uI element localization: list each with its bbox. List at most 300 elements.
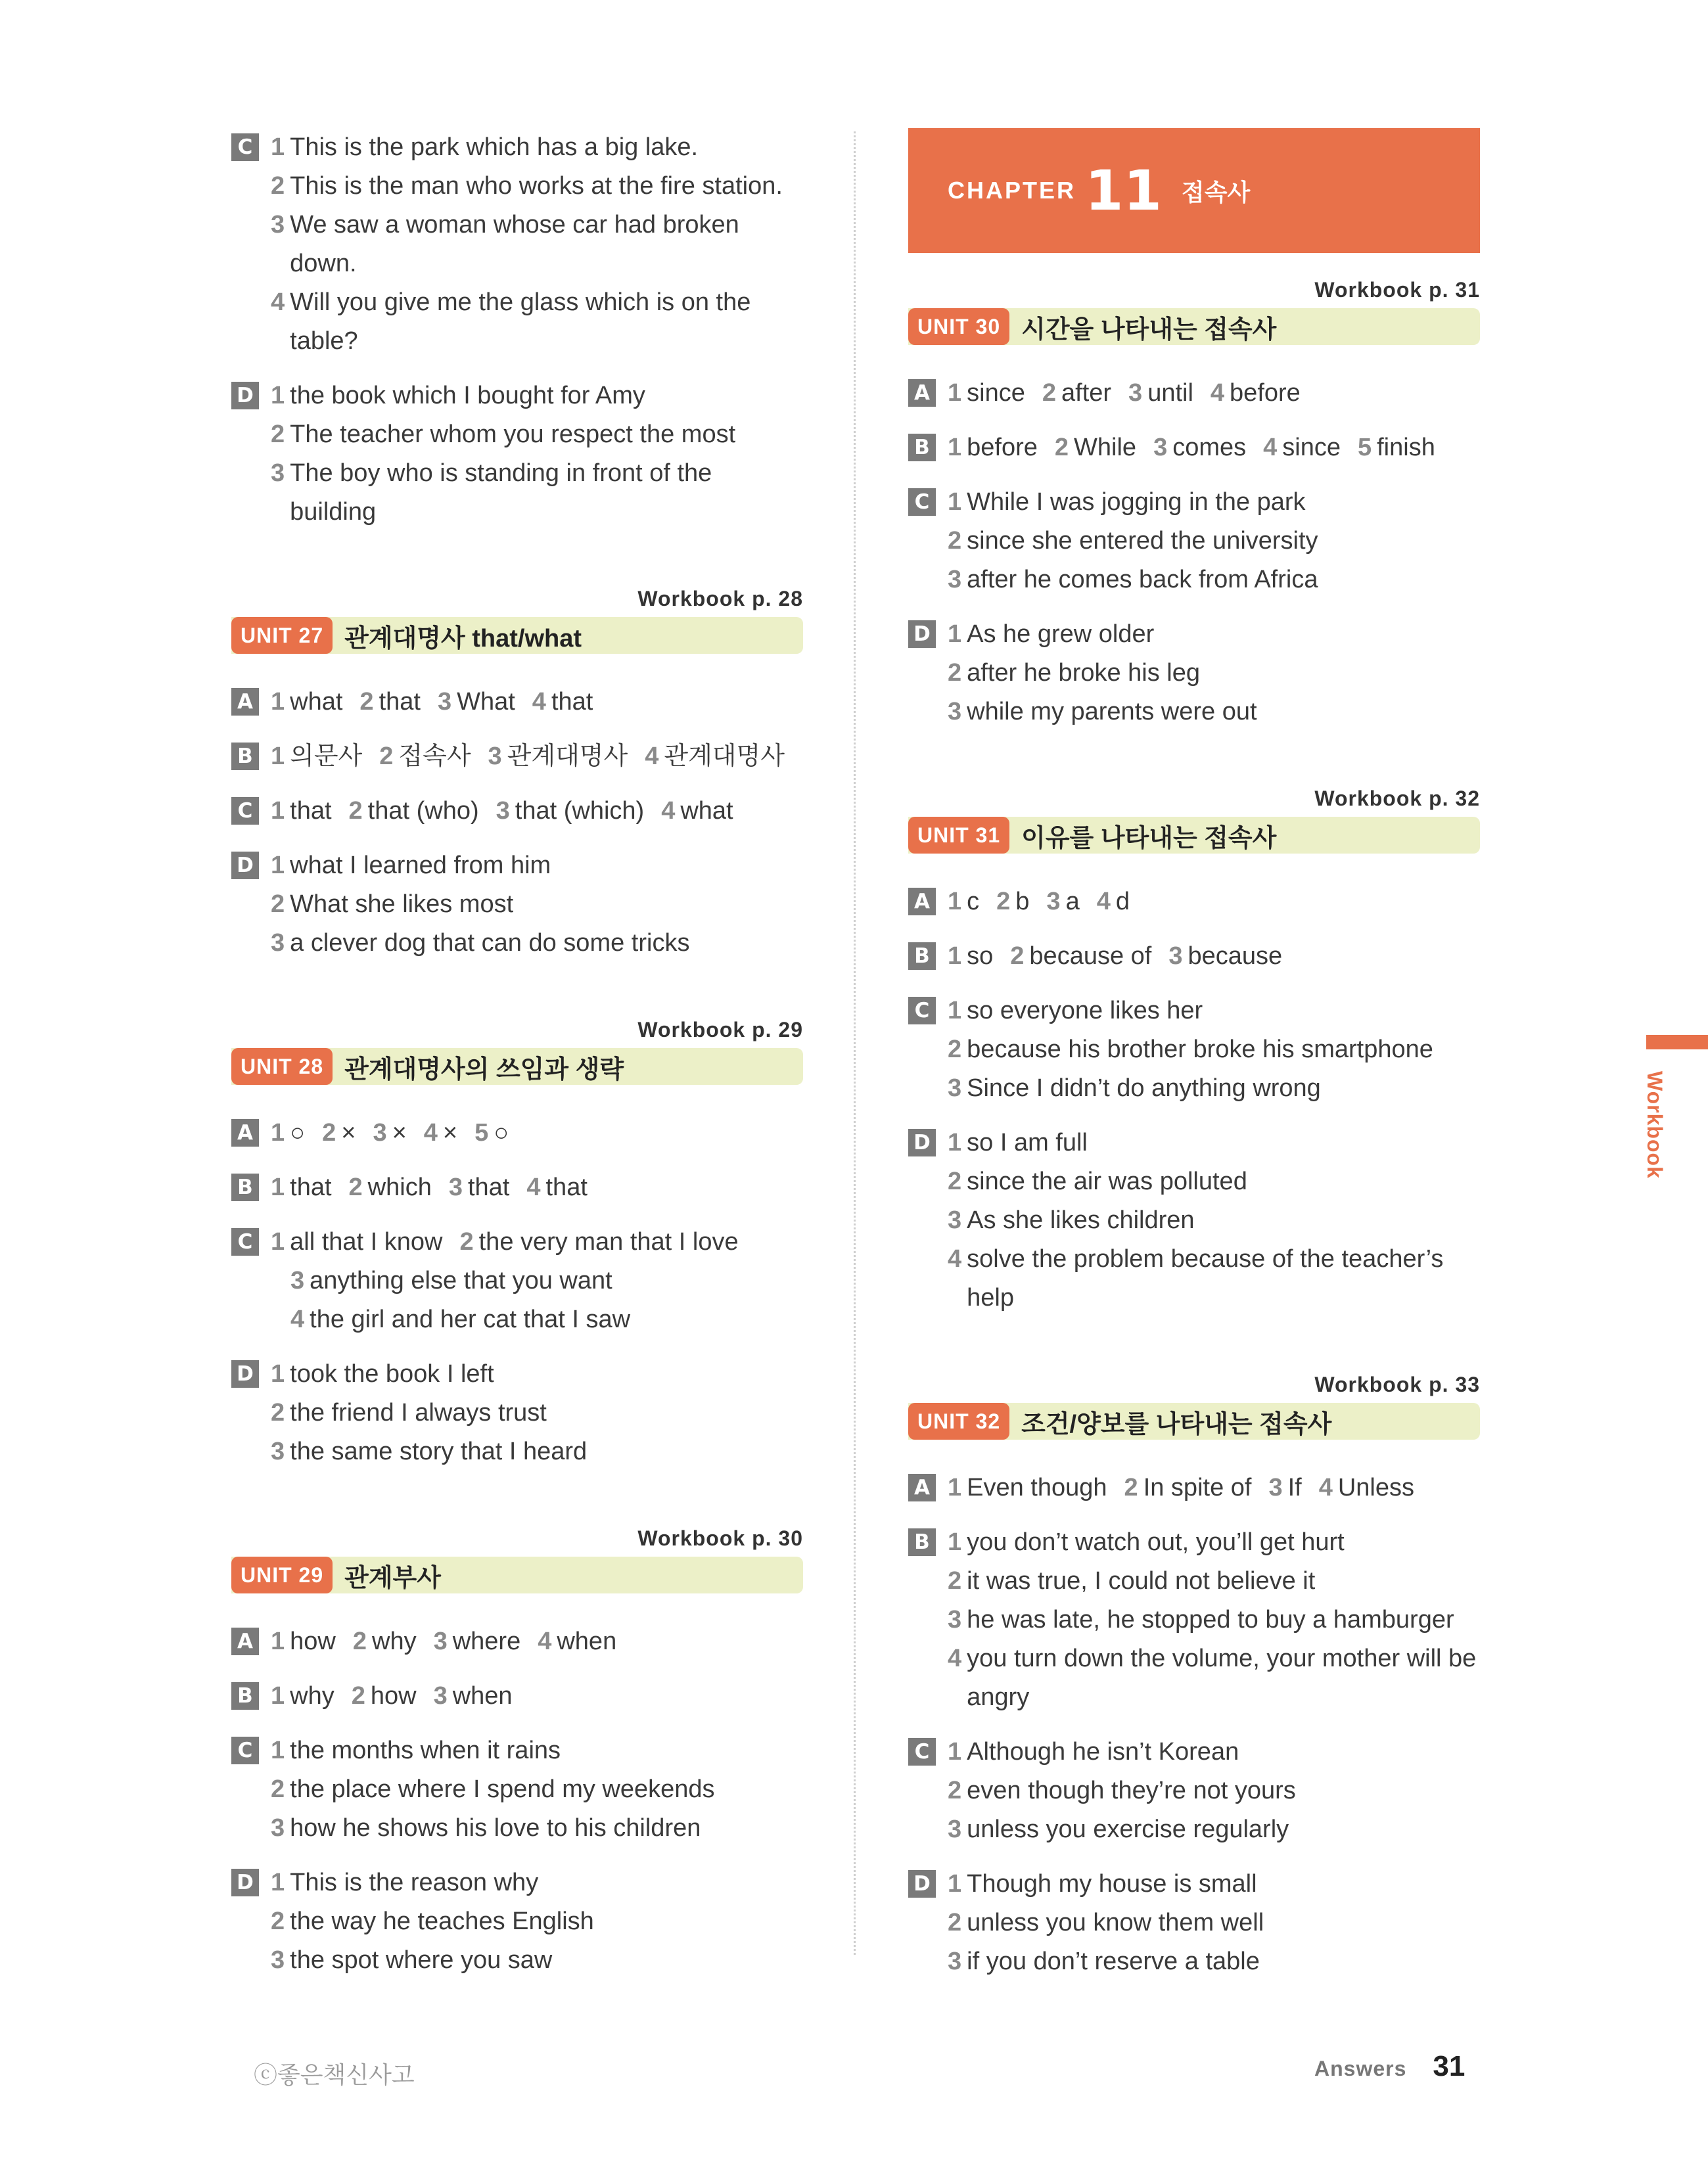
answer-item xyxy=(1268,1469,1301,1507)
unit-label: UNIT 32 xyxy=(908,1403,1009,1440)
answer-item xyxy=(434,1622,521,1661)
answer-item xyxy=(271,737,362,776)
answer-number: 3 xyxy=(948,1948,962,1975)
answer-number: 2 xyxy=(271,421,285,448)
answer-number: 4 xyxy=(1096,888,1111,915)
answer-items xyxy=(271,283,803,361)
answer-number: 3 xyxy=(1046,888,1061,915)
answer-line xyxy=(908,374,1480,413)
answer-item xyxy=(948,1865,1480,1904)
answer-text: because xyxy=(1188,942,1283,970)
workbook-ref: Workbook p. 31 xyxy=(1314,278,1480,302)
answer-group-c xyxy=(231,1223,803,1339)
answer-item xyxy=(1124,1469,1252,1507)
chapter-banner xyxy=(908,128,1480,253)
answer-line xyxy=(908,1942,1480,1981)
answer-items xyxy=(271,1168,803,1207)
answer-items xyxy=(948,693,1480,731)
answer-line xyxy=(231,1432,803,1471)
answer-number: 1 xyxy=(271,1360,285,1388)
answer-text: d xyxy=(1115,888,1130,915)
answer-item xyxy=(948,1601,1480,1639)
answer-text: The teacher whom you respect the most xyxy=(290,421,736,448)
answer-item xyxy=(271,454,803,532)
answer-number: 3 xyxy=(271,1946,285,1974)
answer-line xyxy=(908,654,1480,693)
answer-number: 4 xyxy=(526,1174,541,1201)
answer-text: While xyxy=(1074,434,1137,461)
answer-text: comes xyxy=(1172,434,1247,461)
answer-item xyxy=(271,683,342,721)
section-letter-badge: D xyxy=(231,852,259,879)
answer-line xyxy=(908,522,1480,560)
answer-number: 2 xyxy=(948,1168,962,1195)
answer-items xyxy=(948,1240,1480,1317)
answer-item xyxy=(359,683,421,721)
section-letter-badge: B xyxy=(231,743,259,770)
right-column xyxy=(908,128,1480,2034)
answer-item xyxy=(532,683,593,721)
answer-item xyxy=(1128,374,1193,413)
answer-item xyxy=(271,885,803,924)
answer-item xyxy=(1046,882,1079,921)
footer-page-info xyxy=(1314,2050,1465,2083)
unit-header xyxy=(908,817,1480,854)
answer-group-b xyxy=(231,1677,803,1716)
answer-number: 1 xyxy=(271,1628,285,1655)
answer-line xyxy=(908,1523,1480,1562)
answer-line xyxy=(908,1601,1480,1639)
answer-items xyxy=(271,683,803,721)
answer-item xyxy=(438,683,515,721)
answer-item xyxy=(948,992,1480,1030)
answer-number: 3 xyxy=(948,698,962,725)
answer-item xyxy=(1263,428,1341,467)
side-tab-marker xyxy=(1646,1035,1708,1049)
answer-line xyxy=(231,1677,803,1716)
answer-number: 2 xyxy=(1010,942,1025,970)
answer-item xyxy=(948,1772,1480,1810)
answer-line xyxy=(231,846,803,885)
answer-number: 2 xyxy=(271,1908,285,1935)
answer-item xyxy=(526,1168,588,1207)
answer-text: What she likes most xyxy=(290,890,514,918)
unit-section xyxy=(231,584,803,963)
answer-text: As she likes children xyxy=(967,1206,1195,1234)
answer-line xyxy=(231,1300,803,1339)
answer-text: Since I didn’t do anything wrong xyxy=(967,1074,1321,1102)
answer-number: 2 xyxy=(271,1399,285,1427)
answer-item xyxy=(379,737,471,776)
answer-text: before xyxy=(967,434,1038,461)
answer-item xyxy=(1168,937,1282,976)
unit-header xyxy=(231,1557,803,1593)
unit-section xyxy=(231,128,803,532)
unit-header xyxy=(231,1048,803,1085)
section-letter-badge: C xyxy=(908,488,936,516)
answer-number: 2 xyxy=(352,1628,367,1655)
answer-text: because his brother broke his smartphone xyxy=(967,1036,1433,1063)
answer-text: × xyxy=(442,1119,458,1147)
answer-text: This is the park which has a big lake. xyxy=(290,133,699,161)
answer-number: 3 xyxy=(488,743,502,770)
answer-number: 2 xyxy=(1054,434,1069,461)
answer-text: the same story that I heard xyxy=(290,1438,588,1465)
answer-group-a xyxy=(908,1469,1480,1507)
answer-line xyxy=(908,560,1480,599)
answer-text: why xyxy=(290,1682,335,1710)
answer-line xyxy=(908,1562,1480,1601)
answer-text: unless you know them well xyxy=(967,1909,1264,1936)
answer-text: if you don’t reserve a table xyxy=(967,1948,1260,1975)
answer-number: 1 xyxy=(948,1870,962,1898)
unit-title: 관계대명사 that/what xyxy=(344,624,582,652)
answer-text: how xyxy=(370,1682,417,1710)
answer-text: We saw a woman whose car had broken down. xyxy=(290,211,739,277)
answer-text: a clever dog that can do some tricks xyxy=(290,929,690,957)
answer-number: 1 xyxy=(271,688,285,716)
answer-group-c xyxy=(231,128,803,361)
answer-text: what I learned from him xyxy=(290,852,551,879)
answer-item xyxy=(271,283,803,361)
answer-items xyxy=(948,483,1480,522)
answer-group-a xyxy=(231,683,803,721)
answer-number: 3 xyxy=(1168,942,1183,970)
answer-line xyxy=(231,167,803,206)
answer-group-c xyxy=(908,992,1480,1108)
answer-line xyxy=(908,1201,1480,1240)
answer-item xyxy=(322,1114,356,1153)
answer-items xyxy=(271,1770,803,1809)
section-letter-badge: B xyxy=(908,434,936,461)
answer-text: the spot where you saw xyxy=(290,1946,553,1974)
answer-group-d xyxy=(231,846,803,963)
answer-text: While I was jogging in the park xyxy=(967,488,1306,516)
section-letter-badge: C xyxy=(231,797,259,825)
answer-text: the book which I bought for Amy xyxy=(290,382,645,409)
section-letter-badge: A xyxy=(908,888,936,915)
answer-text: why xyxy=(372,1628,417,1655)
side-tab-label: Workbook xyxy=(1643,1071,1667,1179)
answer-item xyxy=(661,792,733,831)
unit-section xyxy=(908,275,1480,731)
answer-number: 2 xyxy=(271,890,285,918)
answer-number: 5 xyxy=(474,1119,489,1147)
answer-text: Although he isn’t Korean xyxy=(967,1738,1239,1766)
answer-item xyxy=(948,1124,1480,1162)
answer-text: how xyxy=(290,1628,336,1655)
answer-item xyxy=(1153,428,1246,467)
answer-text: This is the reason why xyxy=(290,1869,539,1896)
unit-label: UNIT 31 xyxy=(908,817,1009,854)
answer-item xyxy=(271,206,803,283)
answer-line xyxy=(908,1733,1480,1772)
answer-line xyxy=(908,937,1480,976)
answer-number: 3 xyxy=(271,929,285,957)
answer-item xyxy=(271,846,803,885)
answer-item xyxy=(948,1030,1480,1069)
answer-item xyxy=(948,1469,1107,1507)
section-letter-badge: D xyxy=(908,620,936,648)
answer-group-c xyxy=(908,1733,1480,1849)
answer-number: 2 xyxy=(351,1682,365,1710)
answer-items xyxy=(271,1864,803,1902)
workbook-ref: Workbook p. 28 xyxy=(637,587,803,610)
answer-line xyxy=(908,428,1480,467)
answer-line xyxy=(231,1114,803,1153)
answer-item xyxy=(271,1114,305,1153)
answer-line xyxy=(908,882,1480,921)
answer-item xyxy=(948,693,1480,731)
answer-text: If xyxy=(1287,1474,1302,1501)
section-letter-badge: C xyxy=(908,1738,936,1766)
answer-item xyxy=(1010,937,1151,976)
answer-text: Even though xyxy=(967,1474,1107,1501)
section-letter-badge: D xyxy=(908,1870,936,1898)
answer-item xyxy=(948,1810,1480,1849)
section-letter-badge: A xyxy=(231,688,259,716)
answer-text: what xyxy=(680,797,733,825)
answer-group-d xyxy=(908,1124,1480,1317)
answer-text: × xyxy=(341,1119,356,1147)
answer-number: 4 xyxy=(1263,434,1278,461)
answer-item xyxy=(948,1069,1480,1108)
answer-number: 2 xyxy=(379,743,394,770)
answer-line xyxy=(231,792,803,831)
answer-item xyxy=(948,1201,1480,1240)
unit-section xyxy=(908,1370,1480,1981)
answer-items xyxy=(271,1941,803,1980)
answer-items xyxy=(948,1865,1480,1904)
answer-number: 4 xyxy=(948,1245,962,1273)
unit-title: 관계대명사의 쓰임과 생략 xyxy=(344,1055,624,1084)
unit-header xyxy=(908,308,1480,345)
answer-text: you don’t watch out, you’ll get hurt xyxy=(967,1528,1345,1556)
answer-items xyxy=(948,1124,1480,1162)
answer-group-d xyxy=(908,1865,1480,1981)
left-column xyxy=(231,128,803,2032)
answer-number: 1 xyxy=(271,1682,285,1710)
answer-text: What xyxy=(457,688,515,716)
answer-text: so I am full xyxy=(967,1129,1088,1156)
answer-item xyxy=(271,377,803,415)
answer-items xyxy=(948,654,1480,693)
answer-text: you turn down the volume, your mother will be angry xyxy=(967,1645,1477,1711)
answer-text: so everyone likes her xyxy=(967,997,1203,1024)
answer-item xyxy=(948,428,1038,467)
answer-number: 3 xyxy=(948,1206,962,1234)
answer-line xyxy=(231,1394,803,1432)
answer-text: that (who) xyxy=(367,797,479,825)
answer-number: 4 xyxy=(290,1306,305,1333)
answer-item xyxy=(271,1677,335,1716)
answer-number: 2 xyxy=(948,1909,962,1936)
answer-item xyxy=(1042,374,1111,413)
answer-item xyxy=(271,1622,336,1661)
workbook-ref: Workbook p. 33 xyxy=(1314,1373,1480,1396)
answer-line xyxy=(908,1865,1480,1904)
answer-number: 1 xyxy=(271,743,285,770)
answer-items xyxy=(948,937,1480,976)
answer-line xyxy=(231,1731,803,1770)
answer-text: when xyxy=(452,1682,513,1710)
unit-header xyxy=(231,617,803,654)
workbook-ref: Workbook p. 32 xyxy=(1314,787,1480,810)
answer-group-b xyxy=(908,428,1480,467)
answer-text: unless you exercise regularly xyxy=(967,1816,1289,1843)
answer-text: c xyxy=(967,888,980,915)
answer-item xyxy=(1055,428,1136,467)
answer-number: 1 xyxy=(948,620,962,648)
answer-item xyxy=(948,1942,1480,1981)
answer-number: 3 xyxy=(271,1814,285,1842)
answer-number: 1 xyxy=(271,382,285,409)
answer-items xyxy=(948,1030,1480,1069)
answer-number: 2 xyxy=(348,1174,363,1201)
answer-text: since xyxy=(967,379,1025,407)
answer-line xyxy=(231,1223,803,1262)
answer-text: Will you give me the glass which is on the table? xyxy=(290,288,751,355)
answer-text: the girl and her cat that I saw xyxy=(310,1306,631,1333)
answer-line xyxy=(231,683,803,721)
answer-item xyxy=(996,882,1029,921)
answer-line xyxy=(908,1810,1480,1849)
answer-number: 1 xyxy=(271,1737,285,1764)
answer-item xyxy=(948,374,1025,413)
answer-number: 3 xyxy=(948,1606,962,1634)
answer-number: 3 xyxy=(271,211,285,239)
section-letter-badge: A xyxy=(231,1628,259,1655)
answer-number: 1 xyxy=(271,1174,285,1201)
answer-items xyxy=(948,1810,1480,1849)
answer-items xyxy=(948,615,1480,654)
footer-answers-label: Answers xyxy=(1314,2057,1407,2080)
answer-number: 2 xyxy=(359,688,374,716)
answer-group-c xyxy=(908,483,1480,599)
answer-group-a xyxy=(908,882,1480,921)
answer-text: the way he teaches English xyxy=(290,1908,594,1935)
section-letter-badge: B xyxy=(231,1682,259,1710)
answer-number: 4 xyxy=(645,743,659,770)
answer-item xyxy=(352,1677,417,1716)
answer-line xyxy=(231,206,803,283)
answer-item xyxy=(349,1168,432,1207)
page-number: 31 xyxy=(1433,2050,1466,2082)
answer-number: 3 xyxy=(496,797,510,825)
answer-line xyxy=(231,377,803,415)
section-letter-badge: D xyxy=(231,1360,259,1388)
answer-number: 1 xyxy=(271,133,285,161)
answer-number: 4 xyxy=(948,1645,962,1672)
answer-text: 접속사 xyxy=(398,743,471,770)
answer-group-a xyxy=(908,374,1480,413)
chapter-title: 접속사 xyxy=(1181,178,1251,206)
section-letter-badge: A xyxy=(908,379,936,407)
answer-number: 4 xyxy=(423,1119,438,1147)
answer-line xyxy=(908,1469,1480,1507)
answer-item xyxy=(271,1432,803,1471)
answer-line xyxy=(908,1772,1480,1810)
answer-item xyxy=(645,737,785,776)
answer-number: 1 xyxy=(948,1528,962,1556)
answer-items xyxy=(290,1262,803,1300)
answer-number: 1 xyxy=(948,1129,962,1156)
answer-text: when xyxy=(557,1628,617,1655)
answer-line xyxy=(908,615,1480,654)
answer-item xyxy=(271,1223,442,1262)
answer-item xyxy=(290,1267,612,1294)
answer-text: ○ xyxy=(494,1119,509,1147)
answer-text: In spite of xyxy=(1143,1474,1252,1501)
answer-items xyxy=(271,924,803,963)
answer-item xyxy=(271,1902,803,1941)
answer-line xyxy=(231,1902,803,1941)
answer-line xyxy=(231,737,803,776)
answer-text: which xyxy=(367,1174,432,1201)
answer-line xyxy=(231,1864,803,1902)
answer-item xyxy=(948,1639,1480,1717)
answer-text: took the book I left xyxy=(290,1360,494,1388)
answer-items xyxy=(271,846,803,885)
unit-label: UNIT 28 xyxy=(231,1048,333,1085)
unit-label: UNIT 29 xyxy=(231,1557,333,1593)
answer-items xyxy=(271,1114,803,1153)
answer-item xyxy=(948,483,1480,522)
answer-item xyxy=(271,167,803,206)
answer-text: that xyxy=(545,1174,588,1201)
answer-number: 3 xyxy=(948,1816,962,1843)
answer-items xyxy=(948,992,1480,1030)
answer-number: 4 xyxy=(532,688,546,716)
section-letter-badge: B xyxy=(908,1528,936,1556)
answer-line xyxy=(231,1941,803,1980)
answer-line xyxy=(908,693,1480,731)
answer-number: 3 xyxy=(271,1438,285,1465)
section-letter-badge: C xyxy=(908,997,936,1024)
answer-items xyxy=(271,1355,803,1394)
answer-items xyxy=(948,428,1480,467)
answer-item xyxy=(424,1114,457,1153)
answer-item xyxy=(1211,374,1301,413)
answer-number: 1 xyxy=(948,379,962,407)
answer-text: 관계대명사 xyxy=(664,743,785,770)
answer-text: the very man that I love xyxy=(478,1228,739,1256)
answer-number: 1 xyxy=(948,1474,962,1501)
answer-item xyxy=(948,882,979,921)
answer-number: 1 xyxy=(271,1228,285,1256)
answer-items xyxy=(271,128,803,167)
answer-items xyxy=(948,1772,1480,1810)
answer-item xyxy=(538,1622,616,1661)
unit-label: UNIT 30 xyxy=(908,308,1009,345)
workbook-ref: Workbook p. 29 xyxy=(637,1018,803,1041)
answer-number: 3 xyxy=(948,1074,962,1102)
answer-items xyxy=(948,1733,1480,1772)
answer-item xyxy=(271,415,803,454)
answer-item xyxy=(271,1941,803,1980)
answer-items xyxy=(271,1432,803,1471)
answer-number: 3 xyxy=(948,566,962,593)
answer-text: where xyxy=(452,1628,521,1655)
answer-items xyxy=(271,415,803,454)
answer-line xyxy=(231,1168,803,1207)
answer-number: 1 xyxy=(948,942,962,970)
answer-number: 2 xyxy=(948,1036,962,1063)
answer-number: 2 xyxy=(948,1777,962,1804)
answer-number: 3 xyxy=(1153,434,1168,461)
answer-number: 2 xyxy=(1042,379,1056,407)
answer-line xyxy=(231,1770,803,1809)
